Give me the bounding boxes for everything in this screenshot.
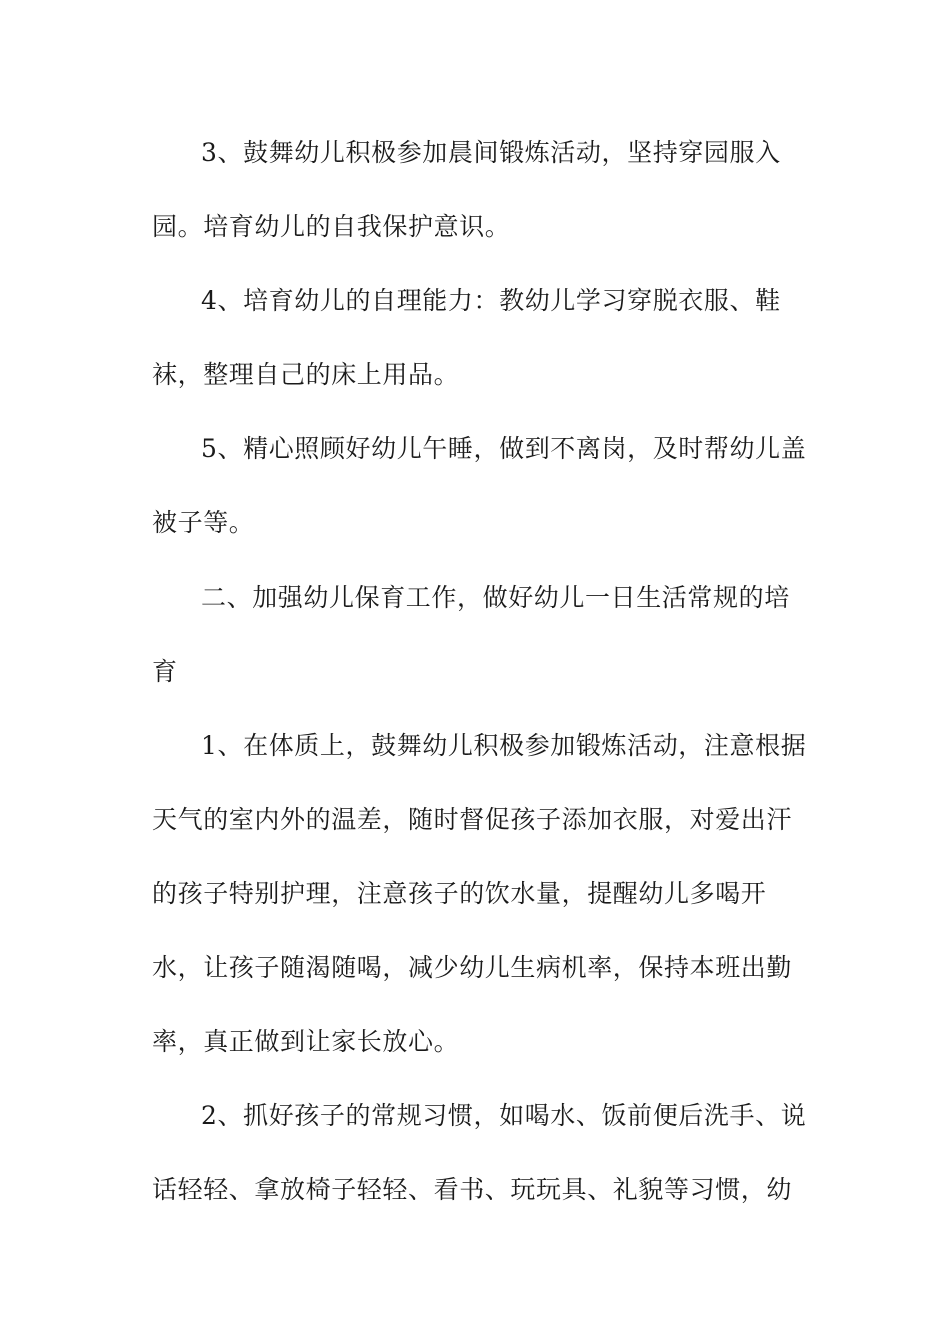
paragraph-line: 率，真正做到让家长放心。 [152, 1027, 460, 1056]
paragraph-line: 1、在体质上，鼓舞幼儿积极参加锻炼活动，注意根据 [201, 731, 807, 760]
paragraph-line: 被子等。 [152, 508, 255, 537]
paragraph-line: 园。培育幼儿的自我保护意识。 [152, 212, 511, 241]
section-heading-line: 二、加强幼儿保育工作，做好幼儿一日生活常规的培 [201, 583, 790, 612]
paragraph-line: 2、抓好孩子的常规习惯，如喝水、饭前便后洗手、说 [201, 1101, 807, 1130]
paragraph-line: 话轻轻、拿放椅子轻轻、看书、玩玩具、礼貌等习惯，幼 [152, 1175, 793, 1204]
paragraph-line: 5、精心照顾好幼儿午睡，做到不离岗，及时帮幼儿盖 [201, 434, 807, 463]
paragraph-line: 袜，整理自己的床上用品。 [152, 360, 460, 389]
paragraph-line: 4、培育幼儿的自理能力：教幼儿学习穿脱衣服、鞋 [201, 286, 781, 315]
section-heading-line: 育 [152, 657, 178, 686]
paragraph-line: 水，让孩子随渴随喝，减少幼儿生病机率，保持本班出勤 [152, 953, 793, 982]
paragraph-line: 天气的室内外的温差，随时督促孩子添加衣服，对爱出汗 [152, 805, 793, 834]
paragraph-line: 的孩子特别护理，注意孩子的饮水量，提醒幼儿多喝开 [152, 879, 767, 908]
paragraph-line: 3、鼓舞幼儿积极参加晨间锻炼活动，坚持穿园服入 [201, 138, 781, 167]
